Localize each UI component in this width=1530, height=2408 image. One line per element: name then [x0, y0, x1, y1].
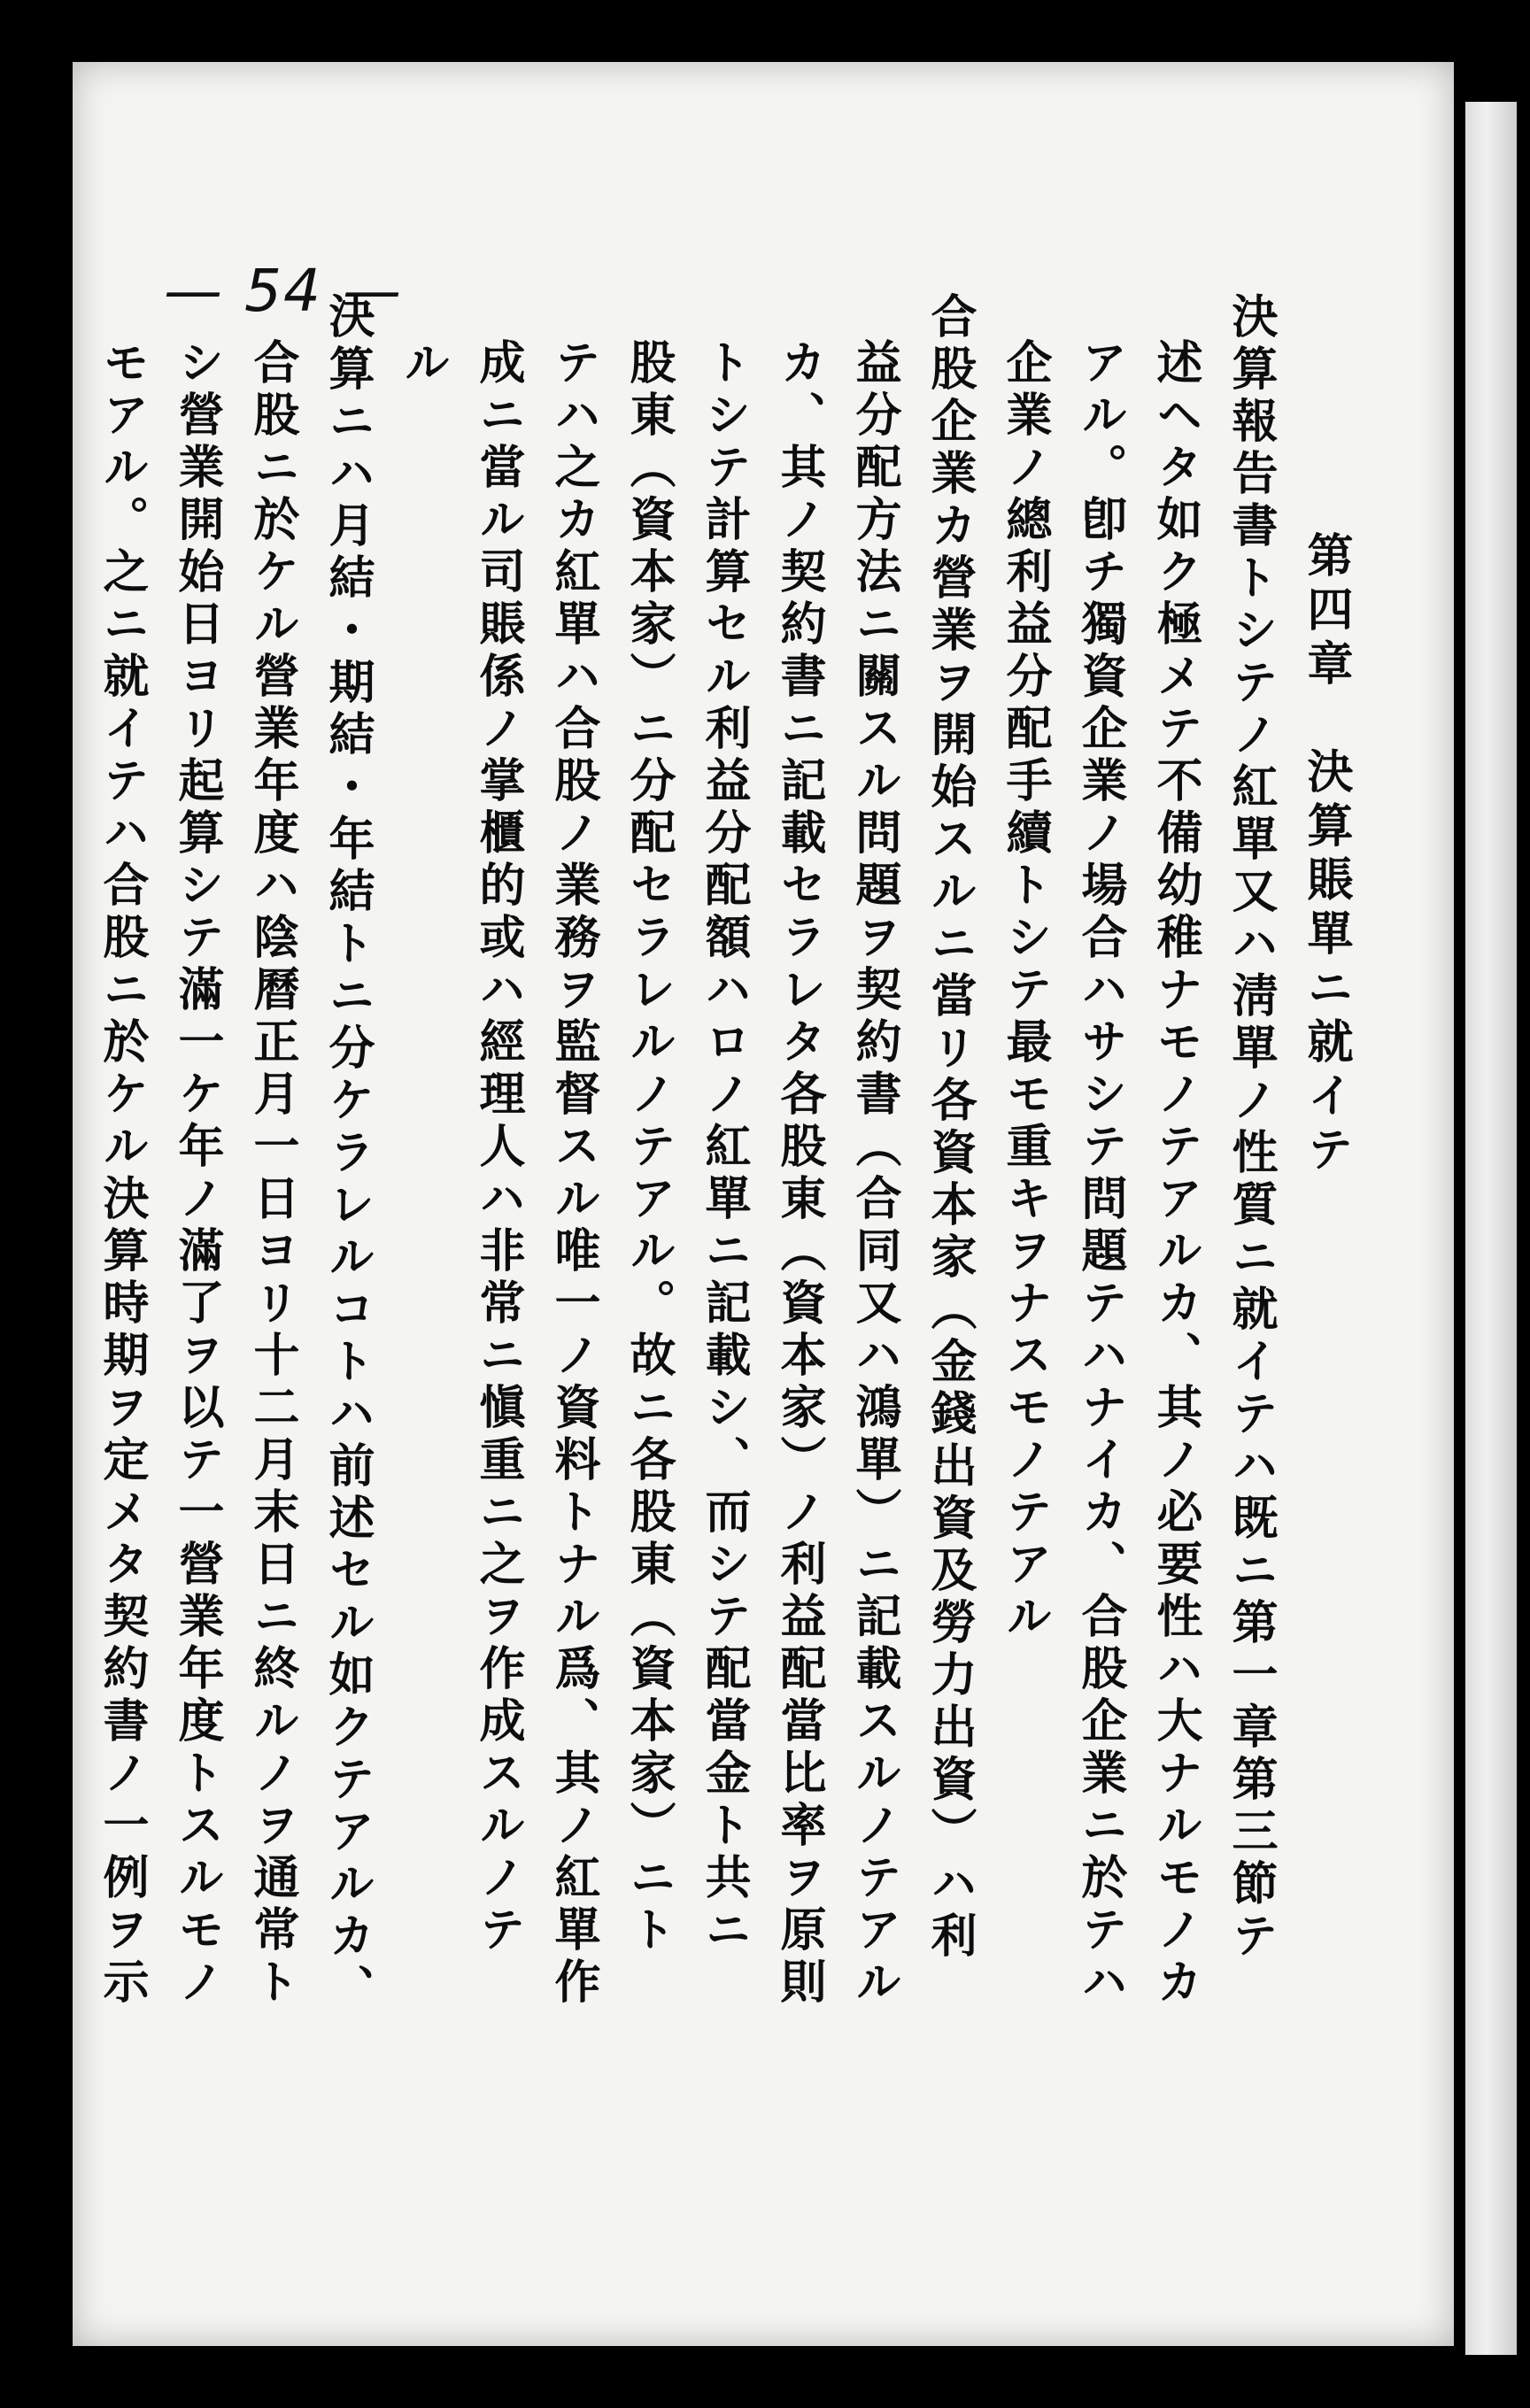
- text-line: 股東（資本家）ニ分配セラレルノテアル。故ニ各股東（資本家）ニト: [622, 338, 676, 1957]
- text-line: 成ニ當ル司賬係ノ掌櫃的或ハ經理人ハ非常ニ愼重ニ之ヲ作成スルノテ: [471, 338, 525, 1957]
- text-line: 益分配方法ニ關スル問題ヲ契約書（合同又ハ鴻單）ニ記載スルノテアル: [847, 338, 901, 2010]
- text-line: 述ヘタ如ク極メテ不備幼稚ナモノテアルカ、其ノ必要性ハ大ナルモノカ: [1148, 338, 1202, 2010]
- text-line: テハ之カ紅單ハ合股ノ業務ヲ監督スル唯一ノ資料トナル爲、其ノ紅單作: [546, 338, 600, 2010]
- text-line: 決算ニハ月結・期結・年結トニ分ケラレルコトハ前述セル如クテアルカ、: [321, 292, 375, 2016]
- text-line: ル: [396, 338, 450, 390]
- text-line: 企業ノ總利益分配手續トシテ最モ重キヲナスモノテアル: [998, 338, 1052, 1644]
- next-page-edge: [1465, 102, 1517, 2355]
- text-line: 合股ニ於ケル營業年度ハ陰曆正月一日ヨリ十二月末日ニ終ルノヲ通常ト: [245, 338, 299, 2010]
- page-number: — 54 —: [164, 257, 403, 325]
- text-line: モアル。之ニ就イテハ合股ニ於ケル決算時期ヲ定メタ契約書ノ一例ヲ示: [95, 338, 149, 2010]
- chapter-title: 第四章 決算賬單ニ就イテ: [1299, 531, 1353, 1179]
- text-line: 決算報告書トシテノ紅單又ハ淸單ノ性質ニ就イテハ既ニ第一章第三節テ: [1224, 292, 1278, 1964]
- text-line: 合股企業カ營業ヲ開始スルニ當リ各資本家（金錢出資及勞力出資）ハ利: [923, 292, 977, 1964]
- text-line: アル。卽チ獨資企業ノ場合ハサシテ問題テハナイカ、合股企業ニ於テハ: [1073, 338, 1127, 2010]
- text-line: トシテ計算セル利益分配額ハロノ紅單ニ記載シ、而シテ配當金ト共ニ: [697, 338, 751, 1957]
- text-line: カ、其ノ契約書ニ記載セラレタ各股東（資本家）ノ利益配當比率ヲ原則: [772, 338, 826, 2010]
- vertical-text-block: [95, 292, 1364, 2302]
- text-line: シ營業開始日ヨリ起算シテ滿一ケ年ノ滿了ヲ以テ一營業年度トスルモノ: [170, 338, 224, 2010]
